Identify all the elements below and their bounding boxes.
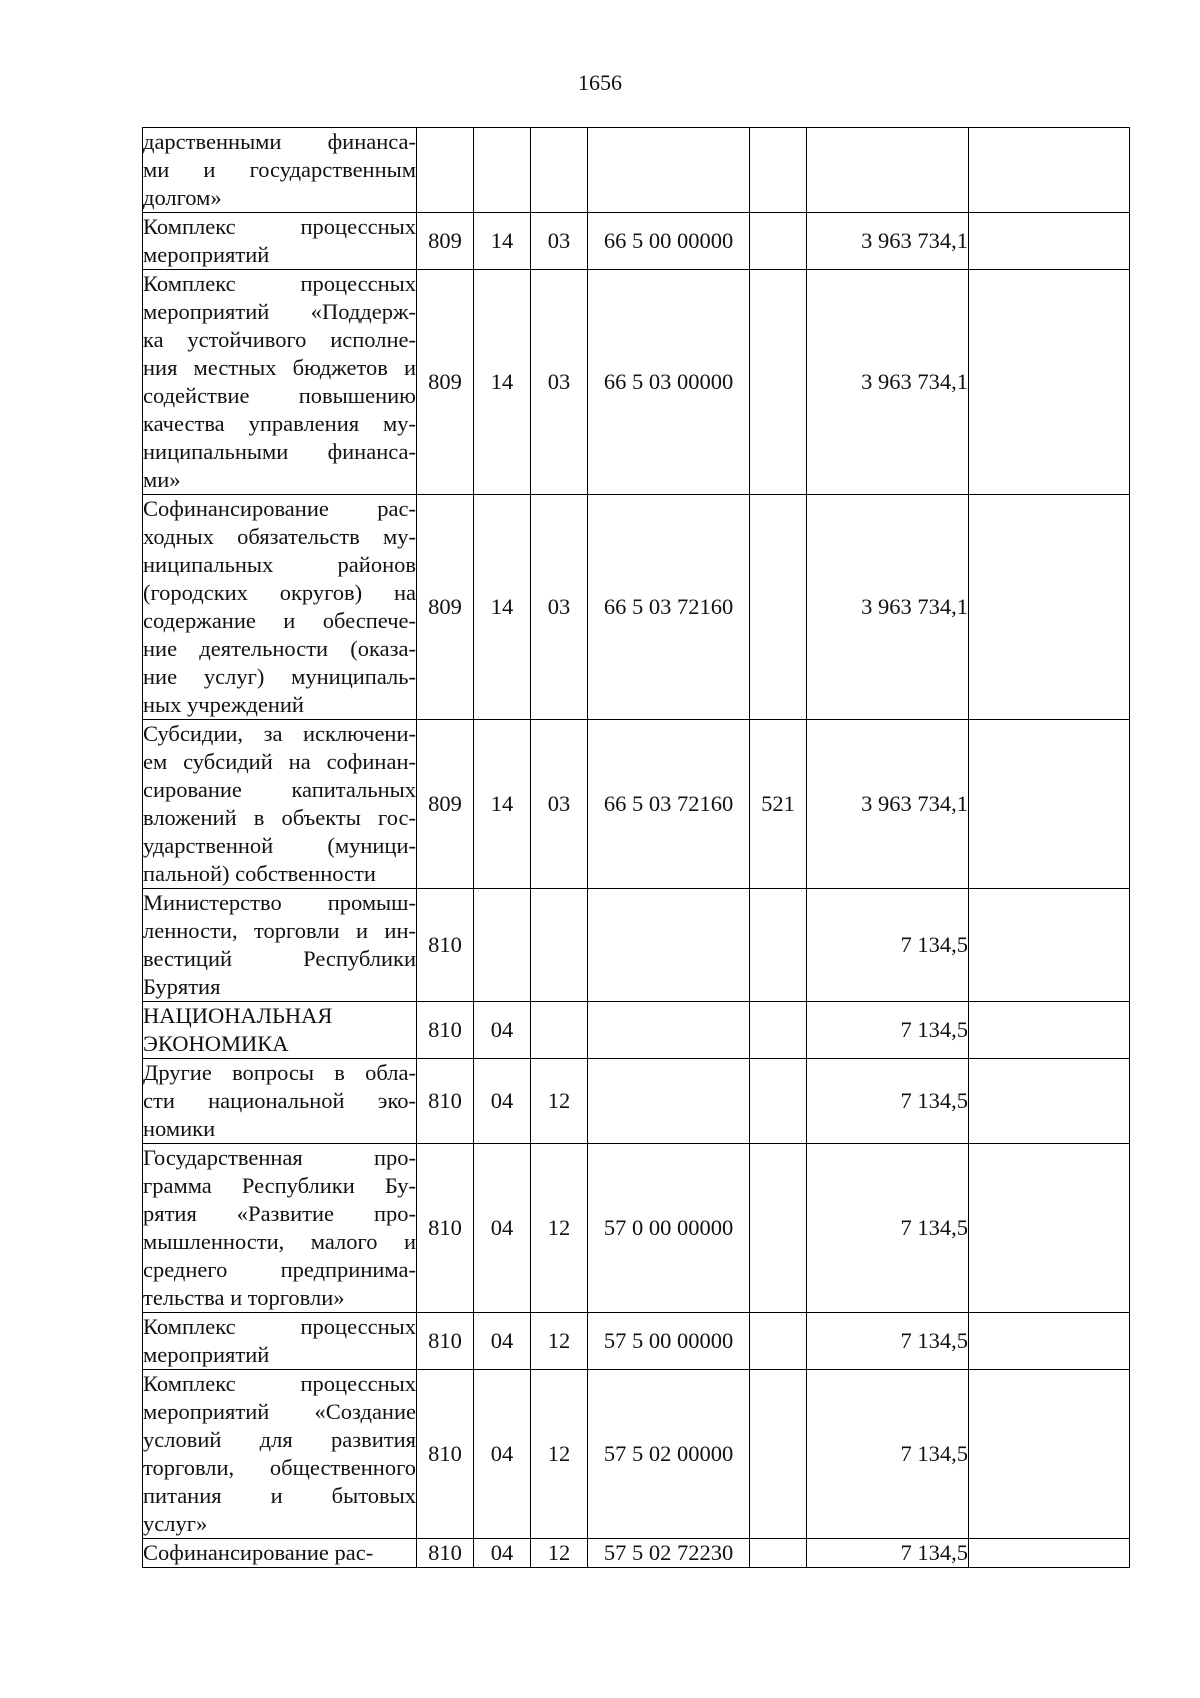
row-name-line: пальной) собственности — [143, 861, 376, 886]
section-code-cell: 04 — [474, 1313, 531, 1370]
row-name-line: (городских округов) на — [143, 580, 416, 605]
extra-cell — [969, 1002, 1130, 1059]
row-name-cell — [143, 889, 417, 1002]
row-name-line: Другие вопросы в обла- — [143, 1060, 416, 1085]
row-name-cell — [143, 1059, 417, 1144]
row-name-line: Бурятия — [143, 974, 221, 999]
amount-cell: 7 134,5 — [807, 1002, 969, 1059]
row-name-cell — [143, 1002, 417, 1059]
expense-type-cell — [750, 213, 807, 270]
row-name-line: ка устойчивого исполне- — [143, 327, 416, 352]
row-name-line: услуг» — [143, 1511, 208, 1536]
row-name-line: мероприятий «Поддерж- — [143, 299, 416, 324]
row-name-line: вложений в объекты гос- — [143, 805, 416, 830]
expense-type-cell — [750, 1144, 807, 1313]
expense-type-cell: 521 — [750, 720, 807, 889]
row-name-line: среднего предпринима- — [143, 1257, 416, 1282]
target-article-cell: 57 5 02 00000 — [588, 1370, 750, 1539]
row-name-cell — [143, 495, 417, 720]
section-code-cell: 04 — [474, 1144, 531, 1313]
row-name-line: ние деятельности (оказа- — [143, 636, 416, 661]
target-article-cell: 57 5 00 00000 — [588, 1313, 750, 1370]
gl-code-cell: 809 — [417, 213, 474, 270]
row-name-cell — [143, 213, 417, 270]
table-row — [143, 889, 1130, 1002]
table-row — [143, 1313, 1130, 1370]
row-name-line: вестиций Республики — [143, 946, 416, 971]
row-name-line: дарственными финанса- — [143, 129, 416, 154]
row-name-line: тельства и торговли» — [143, 1285, 345, 1310]
expense-type-cell — [750, 270, 807, 495]
table-row — [143, 1144, 1130, 1313]
target-article-cell — [588, 1002, 750, 1059]
gl-code-cell: 810 — [417, 1144, 474, 1313]
gl-code-cell: 809 — [417, 495, 474, 720]
expense-type-cell — [750, 1059, 807, 1144]
row-name-line: ударственной (муници- — [143, 833, 416, 858]
row-name-line: Субсидии, за исключени- — [143, 721, 416, 746]
extra-cell — [969, 889, 1130, 1002]
row-name-line: содействие повышению — [143, 383, 416, 408]
amount-cell: 7 134,5 — [807, 889, 969, 1002]
extra-cell — [969, 213, 1130, 270]
subsection-code-cell: 03 — [531, 720, 588, 889]
table-row — [143, 495, 1130, 720]
subsection-code-cell: 03 — [531, 213, 588, 270]
row-name-line: ходных обязательств му- — [143, 524, 416, 549]
extra-cell — [969, 1059, 1130, 1144]
extra-cell — [969, 270, 1130, 495]
row-name-line: Государственная про- — [143, 1145, 416, 1170]
row-name-cell — [143, 1313, 417, 1370]
section-code-cell: 04 — [474, 1002, 531, 1059]
target-article-cell — [588, 1059, 750, 1144]
subsection-code-cell: 12 — [531, 1059, 588, 1144]
subsection-code-cell — [531, 889, 588, 1002]
target-article-cell — [588, 889, 750, 1002]
gl-code-cell: 810 — [417, 1313, 474, 1370]
section-code-cell: 14 — [474, 270, 531, 495]
row-name-line: Комплекс процессных — [143, 271, 416, 296]
gl-code-cell: 810 — [417, 889, 474, 1002]
gl-code-cell: 810 — [417, 1002, 474, 1059]
row-name-line: долгом» — [143, 185, 222, 210]
row-name-line: ем субсидий на софинан- — [143, 749, 416, 774]
expense-type-cell — [750, 889, 807, 1002]
target-article-cell: 57 5 02 72230 — [588, 1539, 750, 1568]
expense-type-cell — [750, 1002, 807, 1059]
subsection-code-cell: 03 — [531, 270, 588, 495]
row-name-line: мероприятий «Создание — [143, 1399, 416, 1424]
row-name-line: питания и бытовых — [143, 1483, 416, 1508]
amount-cell: 7 134,5 — [807, 1539, 969, 1568]
section-code-cell: 04 — [474, 1059, 531, 1144]
expense-type-cell — [750, 495, 807, 720]
section-code-cell: 14 — [474, 495, 531, 720]
row-name-cell — [143, 720, 417, 889]
row-name-line: условий для развития — [143, 1427, 416, 1452]
table-row — [143, 1059, 1130, 1144]
section-code-cell: 14 — [474, 213, 531, 270]
extra-cell — [969, 1539, 1130, 1568]
subsection-code-cell — [531, 1002, 588, 1059]
table-row — [143, 720, 1130, 889]
row-name-line: Комплекс процессных — [143, 1371, 416, 1396]
gl-code-cell — [417, 128, 474, 213]
expense-type-cell — [750, 1313, 807, 1370]
row-name-line: НАЦИОНАЛЬНАЯ — [143, 1003, 333, 1028]
expense-type-cell — [750, 1539, 807, 1568]
row-name-line: ми и государственным — [143, 157, 416, 182]
target-article-cell: 66 5 03 72160 — [588, 720, 750, 889]
row-name-line: ЭКОНОМИКА — [143, 1031, 289, 1056]
amount-cell: 3 963 734,1 — [807, 495, 969, 720]
row-name-cell — [143, 1539, 417, 1568]
row-name-line: Комплекс процессных — [143, 1314, 416, 1339]
amount-cell: 7 134,5 — [807, 1370, 969, 1539]
section-code-cell: 14 — [474, 720, 531, 889]
amount-cell: 3 963 734,1 — [807, 720, 969, 889]
table-row — [143, 270, 1130, 495]
row-name-line: мероприятий — [143, 1342, 270, 1367]
row-name-line: ниципальными финанса- — [143, 439, 416, 464]
expense-type-cell — [750, 128, 807, 213]
gl-code-cell: 810 — [417, 1539, 474, 1568]
section-code-cell: 04 — [474, 1539, 531, 1568]
section-code-cell — [474, 128, 531, 213]
row-name-line: ния местных бюджетов и — [143, 355, 416, 380]
amount-cell — [807, 128, 969, 213]
row-name-line: Софинансирование рас- — [143, 1540, 374, 1565]
section-code-cell — [474, 889, 531, 1002]
budget-table-body — [143, 128, 1130, 1568]
amount-cell: 7 134,5 — [807, 1144, 969, 1313]
subsection-code-cell: 12 — [531, 1313, 588, 1370]
row-name-line: ных учреждений — [143, 692, 304, 717]
row-name-line: мышленности, малого и — [143, 1229, 416, 1254]
row-name-line: Министерство промыш- — [143, 890, 416, 915]
gl-code-cell: 810 — [417, 1059, 474, 1144]
extra-cell — [969, 128, 1130, 213]
row-name-line: ниципальных районов — [143, 552, 416, 577]
subsection-code-cell — [531, 128, 588, 213]
target-article-cell: 66 5 00 00000 — [588, 213, 750, 270]
row-name-line: ленности, торговли и ин- — [143, 918, 416, 943]
row-name-line: грамма Республики Бу- — [143, 1173, 416, 1198]
gl-code-cell: 810 — [417, 1370, 474, 1539]
target-article-cell: 66 5 03 00000 — [588, 270, 750, 495]
row-name-cell — [143, 128, 417, 213]
row-name-cell — [143, 1370, 417, 1539]
gl-code-cell: 809 — [417, 720, 474, 889]
table-row — [143, 128, 1130, 213]
extra-cell — [969, 495, 1130, 720]
row-name-cell — [143, 1144, 417, 1313]
amount-cell: 7 134,5 — [807, 1313, 969, 1370]
expense-type-cell — [750, 1370, 807, 1539]
page-number: 1656 — [578, 70, 622, 95]
table-row — [143, 1539, 1130, 1568]
target-article-cell: 57 0 00 00000 — [588, 1144, 750, 1313]
row-name-line: сирование капитальных — [143, 777, 416, 802]
extra-cell — [969, 1313, 1130, 1370]
row-name-line: ние услуг) муниципаль- — [143, 664, 416, 689]
target-article-cell: 66 5 03 72160 — [588, 495, 750, 720]
row-name-cell — [143, 270, 417, 495]
table-row — [143, 213, 1130, 270]
amount-cell: 3 963 734,1 — [807, 213, 969, 270]
target-article-cell — [588, 128, 750, 213]
amount-cell: 7 134,5 — [807, 1059, 969, 1144]
row-name-line: Софинансирование рас- — [143, 496, 416, 521]
section-code-cell: 04 — [474, 1370, 531, 1539]
row-name-line: рятия «Развитие про- — [143, 1201, 416, 1226]
subsection-code-cell: 12 — [531, 1370, 588, 1539]
extra-cell — [969, 1370, 1130, 1539]
amount-cell: 3 963 734,1 — [807, 270, 969, 495]
subsection-code-cell: 03 — [531, 495, 588, 720]
gl-code-cell: 809 — [417, 270, 474, 495]
row-name-line: содержание и обеспече- — [143, 608, 416, 633]
row-name-line: качества управления му- — [143, 411, 416, 436]
row-name-line: Комплекс процессных — [143, 214, 416, 239]
row-name-line: мероприятий — [143, 242, 270, 267]
table-row — [143, 1370, 1130, 1539]
extra-cell — [969, 1144, 1130, 1313]
row-name-line: сти национальной эко- — [143, 1088, 416, 1113]
row-name-line: номики — [143, 1116, 216, 1141]
table-row — [143, 1002, 1130, 1059]
subsection-code-cell: 12 — [531, 1144, 588, 1313]
subsection-code-cell: 12 — [531, 1539, 588, 1568]
extra-cell — [969, 720, 1130, 889]
budget-table — [142, 127, 1130, 1568]
row-name-line: ми» — [143, 467, 181, 492]
row-name-line: торговли, общественного — [143, 1455, 416, 1480]
